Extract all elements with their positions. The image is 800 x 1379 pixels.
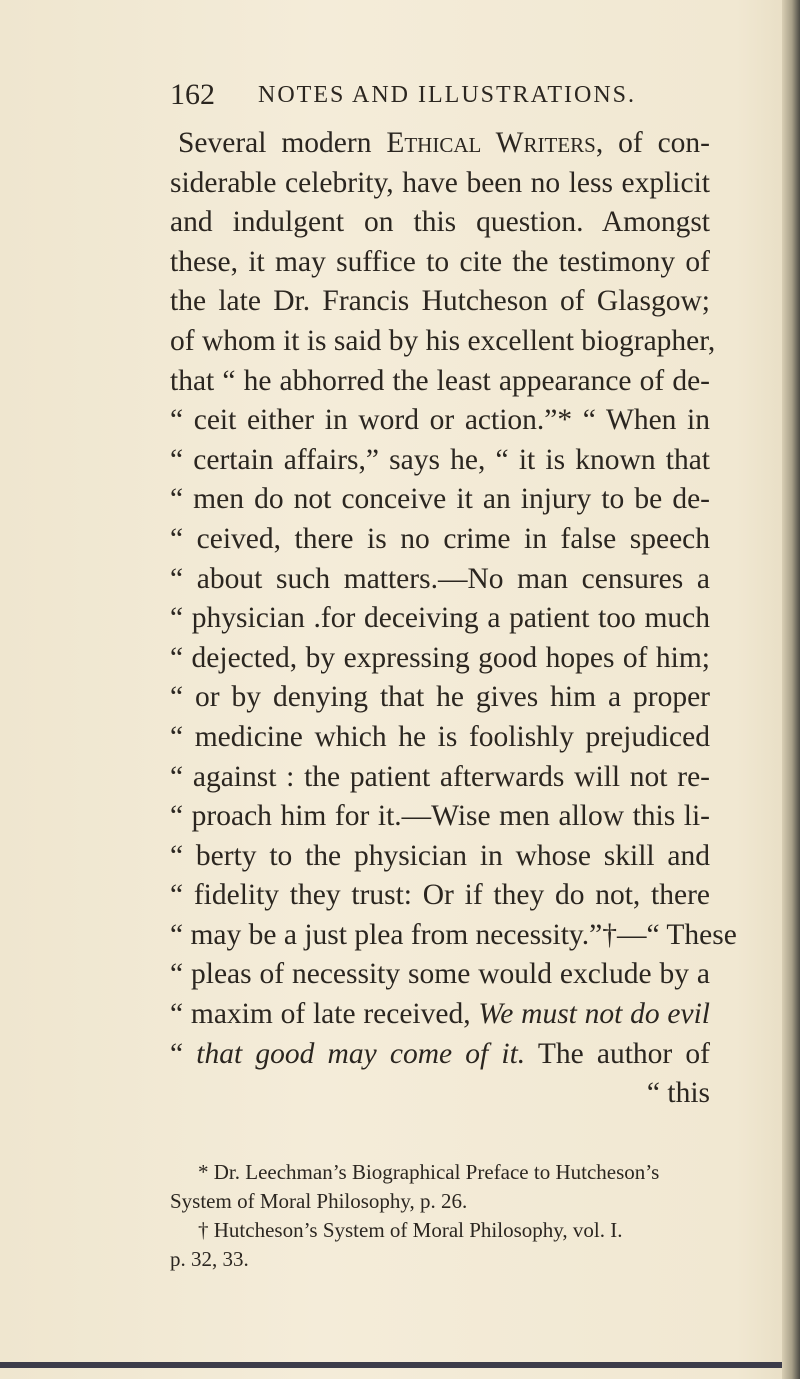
italic-phrase: that good may come of it. (196, 1037, 526, 1070)
small-caps-phrase: Ethical Writers, (386, 127, 604, 159)
footnotes (170, 1158, 710, 1274)
text-line: “ fidelity they trust: Or if they do not, there (170, 879, 710, 912)
text-line: “ may be a just plea from necessity.”†—“ These (170, 918, 737, 951)
text-line: “ pleas of necessity some would exclude by a (170, 958, 710, 991)
catchword: “ this (646, 1077, 710, 1110)
text-line: and indulgent on this question. Amongst (170, 206, 710, 239)
text-line: the late Dr. Francis Hutcheson of Glasgow; (170, 285, 710, 318)
text-line: these, it may suffice to cite the testimony of (170, 245, 710, 278)
page-gutter-edge (782, 0, 800, 1379)
footnote-2-continued: p. 32, 33. (170, 1247, 249, 1271)
page-header (170, 78, 730, 114)
text-line: of whom it is said by his excellent biographer, (170, 324, 716, 357)
text-line: “ men do not conceive it an injury to be de- (170, 483, 710, 516)
footnote-1: * Dr. Leechman’s Biographical Preface to Hutcheson’s (198, 1160, 660, 1184)
text-line: that “ he abhorred the least appearance of de- (170, 364, 710, 397)
text-line: “ proach him for it.—Wise men allow this li- (170, 800, 710, 833)
text-line: “ physician .for deceiving a patient too much (170, 602, 710, 635)
footnote-2: † Hutcheson’s System of Moral Philosophy, vol. I. (198, 1218, 623, 1242)
text-line: “ against : the patient afterwards will not re- (170, 760, 710, 793)
page-bottom-edge (0, 1362, 782, 1368)
running-head: NOTES AND ILLUSTRATIONS. (258, 82, 636, 108)
text-line: “ berty to the physician in whose skill and (170, 839, 710, 872)
page-number: 162 (170, 78, 215, 111)
text-line: “ ceit either in word or action.”* “ When in (170, 404, 710, 437)
text-line: “ certain affairs,” says he, “ it is known that (170, 443, 710, 476)
text-line: “ maxim of late received, We must not do evil (170, 998, 711, 1031)
text-line: Several modern Ethical Writers, of con- (178, 127, 710, 159)
text-line: “ that good may come of it. The author of (170, 1037, 710, 1070)
text-line: siderable celebrity, have been no less explicit (170, 166, 710, 199)
text-line: “ medicine which he is foolishly prejudiced (170, 720, 710, 753)
text-line: “ about such matters.—No man censures a (170, 562, 710, 595)
text-line: “ or by denying that he gives him a proper (170, 681, 710, 714)
text-line: “ dejected, by expressing good hopes of him; (170, 641, 710, 674)
footnote-1-continued: System of Moral Philosophy, p. 26. (170, 1189, 468, 1213)
italic-phrase: We must not do evil (478, 998, 711, 1031)
body-text (170, 124, 737, 1114)
text-line: “ ceived, there is no crime in false speech (170, 522, 710, 555)
